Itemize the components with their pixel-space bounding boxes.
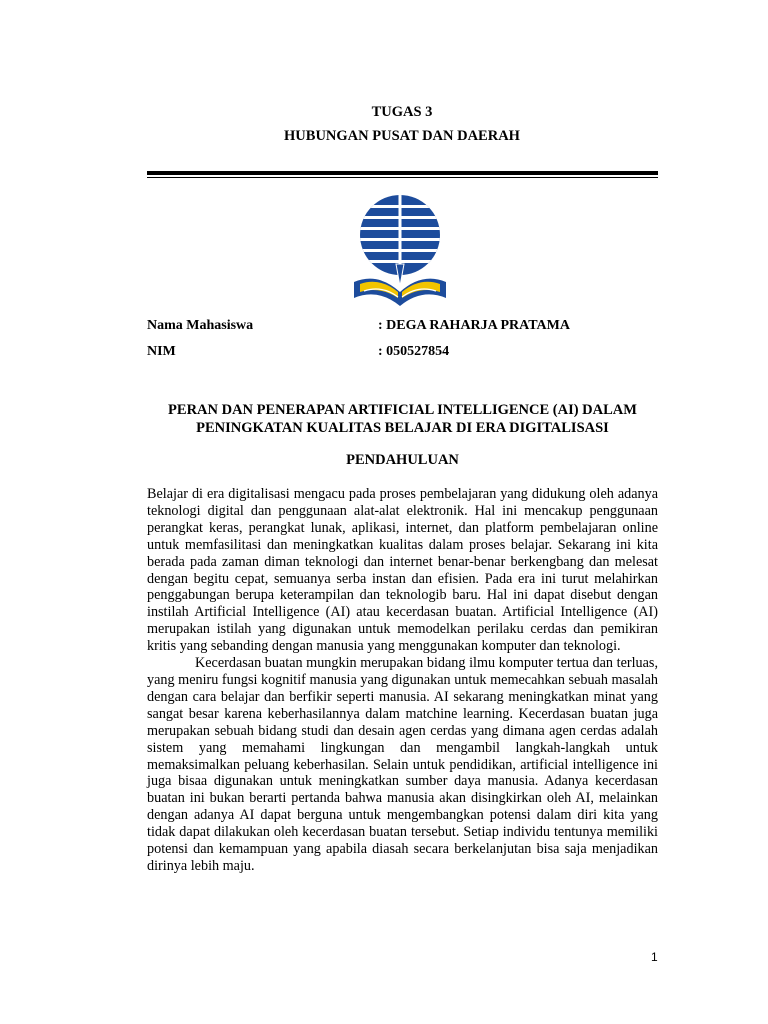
student-nim-label: NIM (147, 344, 176, 359)
student-nim-value: : 050527854 (378, 344, 450, 359)
header-divider-thin (147, 177, 658, 178)
student-name-label: Nama Mahasiswa (147, 318, 254, 333)
header-divider-thick (147, 171, 658, 175)
page-number: 1 (651, 950, 658, 964)
assignment-heading: TUGAS 3 (371, 104, 433, 120)
university-logo-icon (350, 194, 450, 308)
paragraph-2: Kecerdasan buatan mungkin merupakan bidang ilmu komputer tertua dan terluas, yang meniru fungsi kognitif manusia yang digunakan untuk memecahkan sebuah masalah dengan cara belajar dan berfikir seperti manusia. AI sekarang meningkatkan minat yang sangat besar karena keberhasilannya dalam matchine learning. Kecerdasan buatan juga merupakan sebuah bidang studi dan desain agen cerdas yang dimana agen cerdas adalah sistem yang memahami lingkungan dan mengambil langkah-langkah untuk memaksimalkan peluang keberhasilan. Selain untuk pendidikan, artificial intelligence ini juga bisaa digunakan untuk meningkatkan sumber daya manusia. Adanya kecerdasan buatan ini bukan berarti pertanda bahwa manusia akan disingkirkan oleh AI, melainkan dengan adanya AI dapat berguna untuk mengembangkan potensi dalam diri kita yang tidak dapat dilakukan oleh kecerdasan buatan tersebut. Setiap individu tentunya memiliki potensi dan kemampuan yang apabila diasah secara berkelanjutan bisa saja menjadikan dirinya lebih maju. (147, 655, 658, 874)
document-title: PERAN DAN PENERAPAN ARTIFICIAL INTELLIGENCE (AI) DALAM PENINGKATAN KUALITAS BELAJAR DI ERA DIGITALISASI (168, 402, 637, 436)
body-text (147, 486, 658, 875)
paragraph-1: Belajar di era digitalisasi mengacu pada proses pembelajaran yang didukung oleh adanya teknologi digital dan penggunaan alat-alat elektronik. Hal ini mencakup penggunaan perangkat keras, perangkat lunak, aplikasi, internet, dan platform pembelajaran online untuk memfasilitasi dan meningkatkan kualitas dalam proses belajar. Sekarang ini kita berada pada zaman diman teknologi dan internet benar-benar berkengbang dan melesat dengan begitu cepat, semuanya serba instan dan efisien. Pada era ini turut melahirkan penggabungan berupa keterampilan dan teknologib baru. Hal ini dapat disebut dengan instilah Artificial Intelligence (AI) atau kecerdasan buatan. Artificial Intelligence (AI) merupakan istilah yang digunakan untuk memodelkan perilaku cerdas dan pemikiran kritis yang sebanding dengan manusia yang menggunakan komputer dan teknologi. (147, 486, 658, 655)
subject-heading: HUBUNGAN PUSAT DAN DAERAH (284, 128, 520, 144)
section-heading: PENDAHULUAN (346, 452, 459, 468)
student-name-value: : DEGA RAHARJA PRATAMA (378, 318, 570, 333)
